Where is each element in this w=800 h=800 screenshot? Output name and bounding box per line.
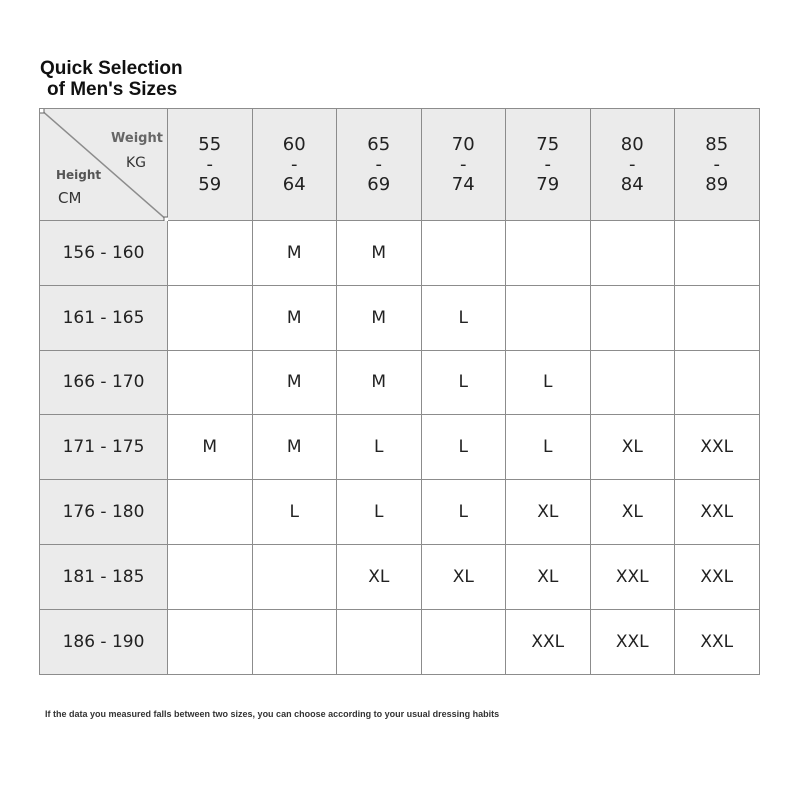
size-cell: XL xyxy=(590,415,675,480)
size-cell: L xyxy=(421,350,506,415)
height-range-cell: 156 - 160 xyxy=(40,221,168,286)
weight-sep: - xyxy=(544,153,551,175)
weight-bottom: 69 xyxy=(367,173,391,195)
size-cell: XL xyxy=(421,544,506,609)
table-row xyxy=(40,480,760,545)
size-cell xyxy=(675,221,760,286)
size-cell xyxy=(506,221,591,286)
weight-sep: - xyxy=(291,153,298,175)
weight-sep: - xyxy=(375,153,382,175)
size-cell: L xyxy=(506,350,591,415)
weight-top: 70 xyxy=(451,133,475,155)
weight-top: 85 xyxy=(705,133,729,155)
size-cell xyxy=(168,609,253,674)
title-line-2: of Men's Sizes xyxy=(47,79,178,100)
table-row xyxy=(40,544,760,609)
weight-header-cell xyxy=(675,109,760,221)
weight-header-cell xyxy=(590,109,675,221)
size-cell: L xyxy=(421,480,506,545)
weight-label: Weight xyxy=(111,131,163,146)
size-cell xyxy=(590,285,675,350)
height-range-cell: 176 - 180 xyxy=(40,480,168,545)
size-cell xyxy=(675,285,760,350)
weight-unit: KG xyxy=(126,155,147,171)
size-cell: L xyxy=(421,285,506,350)
size-cell xyxy=(252,609,337,674)
size-cell: L xyxy=(506,415,591,480)
size-cell xyxy=(421,221,506,286)
weight-bottom: 74 xyxy=(451,173,475,195)
weight-sep: - xyxy=(206,153,213,175)
size-chart-table xyxy=(39,108,760,675)
weight-bottom: 64 xyxy=(282,173,306,195)
weight-bottom: 59 xyxy=(198,173,222,195)
size-cell xyxy=(168,221,253,286)
size-cell xyxy=(421,609,506,674)
header-row xyxy=(40,109,760,221)
size-cell xyxy=(168,480,253,545)
size-cell xyxy=(168,350,253,415)
weight-top: 65 xyxy=(367,133,391,155)
weight-header-cell xyxy=(506,109,591,221)
diagonal-handle-bottom-right xyxy=(164,217,168,221)
title-line-1: Quick Selection xyxy=(40,58,183,79)
corner-cell xyxy=(40,109,168,221)
size-cell: L xyxy=(421,415,506,480)
size-cell: XL xyxy=(506,480,591,545)
size-cell: L xyxy=(252,480,337,545)
height-unit: CM xyxy=(58,189,82,207)
size-cell xyxy=(252,544,337,609)
table-row xyxy=(40,285,760,350)
table-row xyxy=(40,415,760,480)
size-cell: L xyxy=(337,415,422,480)
weight-top: 80 xyxy=(620,133,644,155)
size-cell: XL xyxy=(337,544,422,609)
weight-header-cell xyxy=(168,109,253,221)
footnote: If the data you measured falls between two sizes, you can choose according to your usual dressing habits xyxy=(45,709,500,719)
height-range-cell: 166 - 170 xyxy=(40,350,168,415)
size-cell: M xyxy=(252,221,337,286)
height-range-cell: 181 - 185 xyxy=(40,544,168,609)
size-cell: XL xyxy=(506,544,591,609)
weight-top: 75 xyxy=(536,133,560,155)
size-cell xyxy=(590,350,675,415)
size-cell xyxy=(675,350,760,415)
weight-sep: - xyxy=(629,153,636,175)
chart-title xyxy=(40,58,183,100)
weight-bottom: 89 xyxy=(705,173,729,195)
size-cell: M xyxy=(252,350,337,415)
size-cell: M xyxy=(168,415,253,480)
size-cell: XXL xyxy=(590,544,675,609)
table-row xyxy=(40,609,760,674)
weight-top: 60 xyxy=(282,133,306,155)
height-range-cell: 171 - 175 xyxy=(40,415,168,480)
weight-header-cell xyxy=(337,109,422,221)
size-cell: XXL xyxy=(675,609,760,674)
weight-sep: - xyxy=(713,153,720,175)
size-cell: XL xyxy=(590,480,675,545)
weight-header-cell xyxy=(421,109,506,221)
table-row xyxy=(40,221,760,286)
size-cell: M xyxy=(337,350,422,415)
size-cell xyxy=(506,285,591,350)
size-cell: XXL xyxy=(590,609,675,674)
size-cell: M xyxy=(252,285,337,350)
height-label: Height xyxy=(56,168,102,182)
size-cell: XXL xyxy=(675,544,760,609)
weight-sep: - xyxy=(460,153,467,175)
size-cell xyxy=(337,609,422,674)
weight-header-cell xyxy=(252,109,337,221)
height-range-cell: 186 - 190 xyxy=(40,609,168,674)
weight-bottom: 84 xyxy=(620,173,644,195)
diagonal-handle-top-left xyxy=(40,109,44,113)
size-cell: XXL xyxy=(506,609,591,674)
size-cell: XXL xyxy=(675,415,760,480)
weight-top: 55 xyxy=(198,133,222,155)
table-row xyxy=(40,350,760,415)
size-cell: XXL xyxy=(675,480,760,545)
weight-bottom: 79 xyxy=(536,173,560,195)
size-cell xyxy=(590,221,675,286)
size-cell: M xyxy=(252,415,337,480)
height-range-cell: 161 - 165 xyxy=(40,285,168,350)
size-cell: M xyxy=(337,221,422,286)
size-cell: M xyxy=(337,285,422,350)
size-cell xyxy=(168,285,253,350)
size-cell: L xyxy=(337,480,422,545)
size-cell xyxy=(168,544,253,609)
